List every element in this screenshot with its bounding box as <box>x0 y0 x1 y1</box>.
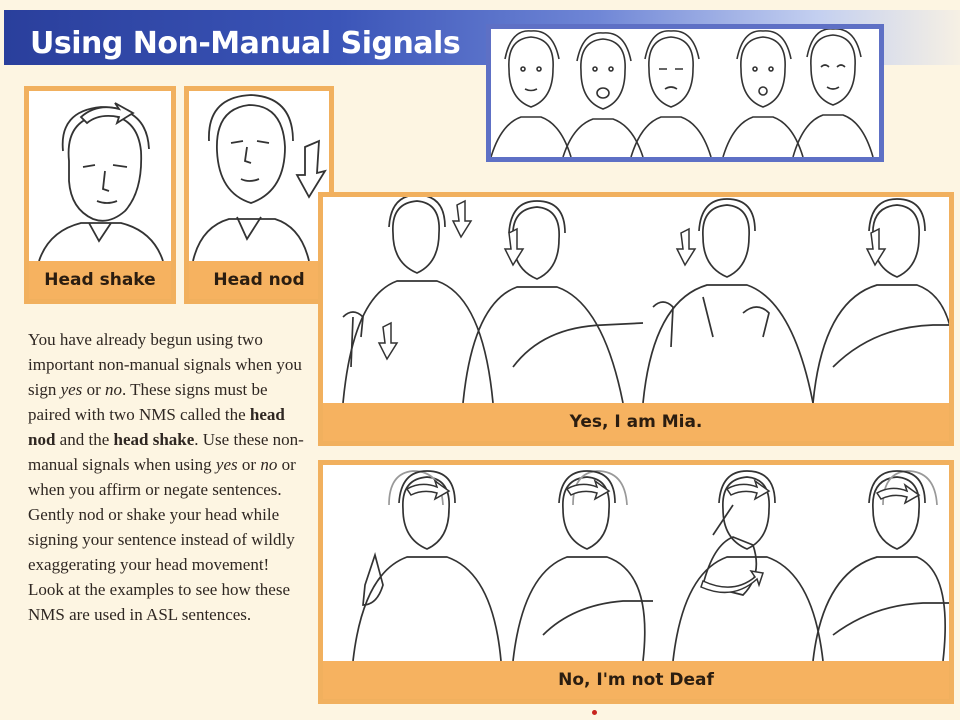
body-yes-2: yes <box>215 455 238 474</box>
page-title: Using Non-Manual Signals <box>30 26 461 61</box>
body-or-2: or <box>237 455 261 474</box>
head-shake-caption <box>29 261 171 299</box>
yes-sentence-caption <box>323 403 949 441</box>
body-text-1: You have already begun using two important non-manual signals when you sign <box>28 330 302 399</box>
facial-expressions-panel <box>486 24 884 162</box>
body-text-2: . These signs must be paired with two NMS called the <box>28 380 268 424</box>
body-no-2: no <box>260 455 278 474</box>
body-paragraph <box>28 327 308 627</box>
no-sentence-panel <box>318 460 954 704</box>
head-nod-caption <box>189 261 329 299</box>
body-no: no <box>104 380 122 399</box>
body-head-nod: head nod <box>28 405 285 449</box>
no-sentence-caption-text: No, I'm not Deaf <box>558 670 714 690</box>
head-nod-arrow-icon <box>297 141 325 197</box>
body-text-3: and the <box>55 430 114 449</box>
body-text-5: or when you affirm or negate sentences. Gently nod or shake your head while signing your sentence instead of wildly exaggerating your head movement! Look at the examples to see how these NMS are used in ASL sentences. <box>28 455 296 624</box>
page-mark <box>592 710 597 715</box>
head-shake-caption-text: Head shake <box>44 270 156 290</box>
head-nod-panel <box>184 86 334 304</box>
head-nod-illustration <box>189 91 329 261</box>
yes-sentence-panel <box>318 192 954 446</box>
body-text-4: . Use these non-manual signals when using <box>28 430 304 474</box>
no-sentence-caption <box>323 661 949 699</box>
head-nod-caption-text: Head nod <box>213 270 305 290</box>
no-sentence-illustration <box>323 465 949 661</box>
yes-sentence-illustration <box>323 197 949 403</box>
yes-sentence-caption-text: Yes, I am Mia. <box>569 412 703 432</box>
body-yes: yes <box>60 380 83 399</box>
head-shake-panel <box>24 86 176 304</box>
body-or-1: or <box>82 380 105 399</box>
facial-expressions-illustration <box>491 29 879 157</box>
body-head-shake: head shake <box>113 430 195 449</box>
head-shake-illustration <box>29 91 171 261</box>
